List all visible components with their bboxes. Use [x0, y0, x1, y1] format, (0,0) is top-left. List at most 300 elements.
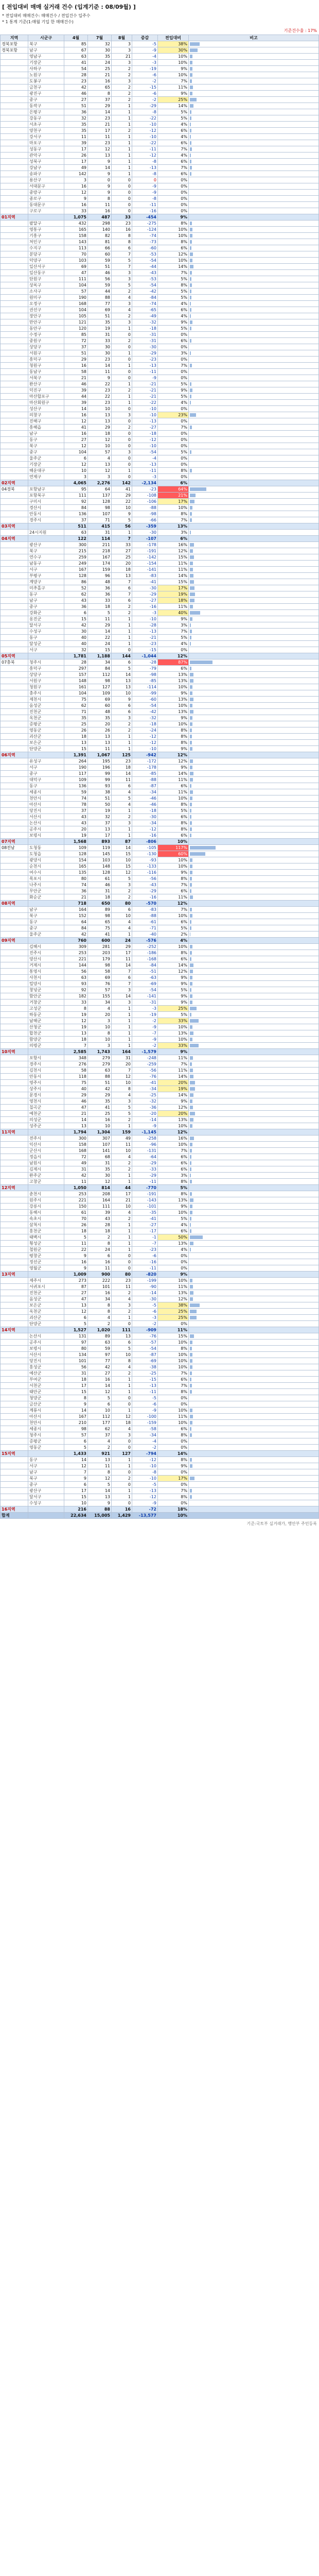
change-cell: -13: [132, 1488, 158, 1494]
table-row[interactable]: [1, 703, 319, 709]
table-row[interactable]: [1, 239, 319, 245]
table-row[interactable]: [1, 350, 319, 357]
change-cell: -54: [132, 258, 158, 264]
table-row[interactable]: [1, 987, 319, 993]
table-row[interactable]: [1, 344, 319, 350]
district-cell: 서구: [28, 765, 64, 771]
table-row[interactable]: [1, 814, 319, 820]
table-row[interactable]: [1, 950, 319, 956]
value-cell: 31: [88, 332, 112, 338]
table-row[interactable]: [1, 196, 319, 202]
value-cell: 27: [88, 1370, 112, 1377]
table-row[interactable]: [1, 140, 319, 146]
district-cell: 서원구: [28, 678, 64, 684]
table-row[interactable]: [1, 1253, 319, 1259]
table-row[interactable]: [1, 826, 319, 833]
value-cell: 190: [64, 765, 88, 771]
table-row[interactable]: [1, 517, 319, 523]
col-header[interactable]: 4월: [64, 35, 88, 41]
table-row[interactable]: [1, 1173, 319, 1179]
table-row[interactable]: [1, 1488, 319, 1494]
table-row[interactable]: [1, 975, 319, 981]
table-row[interactable]: [1, 931, 319, 938]
table-row[interactable]: [1, 1358, 319, 1364]
table-row[interactable]: [1, 363, 319, 369]
table-row[interactable]: [1, 474, 319, 480]
table-row[interactable]: [1, 78, 319, 84]
table-row[interactable]: [1, 332, 319, 338]
value-cell: 4: [112, 1092, 132, 1098]
value-cell: 203: [88, 950, 112, 956]
table-row[interactable]: [1, 177, 319, 183]
table-row[interactable]: [1, 1259, 319, 1265]
table-row[interactable]: [1, 375, 319, 381]
table-row[interactable]: [1, 561, 319, 567]
region-cell: [1, 1315, 28, 1321]
table-row[interactable]: [1, 833, 319, 839]
table-row[interactable]: [1, 437, 319, 443]
table-row[interactable]: [1, 1204, 319, 1210]
table-row[interactable]: [1, 1457, 319, 1463]
table-row[interactable]: [1, 783, 319, 789]
region-cell: [1, 1278, 28, 1284]
table-row[interactable]: [1, 542, 319, 548]
table-row[interactable]: [1, 1006, 319, 1012]
table-row[interactable]: [1, 1290, 319, 1296]
table-row[interactable]: [1, 1469, 319, 1476]
value-cell: 8: [88, 1309, 112, 1315]
table-row[interactable]: [1, 1346, 319, 1352]
table-row[interactable]: [1, 1241, 319, 1247]
table-row[interactable]: [1, 1426, 319, 1432]
table-row[interactable]: [1, 1117, 319, 1123]
table-row[interactable]: [1, 134, 319, 140]
table-row[interactable]: [1, 1160, 319, 1166]
table-row[interactable]: [1, 1296, 319, 1302]
table-row[interactable]: [1, 412, 319, 418]
table-row[interactable]: [1, 115, 319, 122]
table-header-row: [1, 35, 319, 41]
change-cell: -16: [132, 1259, 158, 1265]
table-row[interactable]: [1, 307, 319, 313]
table-row[interactable]: [1, 289, 319, 295]
rate-cell: 23%: [158, 412, 189, 418]
table-row[interactable]: [1, 1222, 319, 1228]
table-row[interactable]: [1, 1333, 319, 1340]
table-row[interactable]: [1, 159, 319, 165]
table-row[interactable]: [1, 1321, 319, 1327]
table-row[interactable]: [1, 666, 319, 672]
value-cell: 121: [64, 319, 88, 326]
table-row[interactable]: [1, 1370, 319, 1377]
table-row[interactable]: [1, 1395, 319, 1401]
table-row[interactable]: [1, 721, 319, 727]
rate-cell: 5%: [158, 1216, 189, 1222]
table-row[interactable]: [1, 1482, 319, 1488]
subtotal-value: 2,585: [64, 1049, 88, 1055]
table-row[interactable]: [1, 97, 319, 103]
table-row[interactable]: [1, 1086, 319, 1092]
table-row[interactable]: [1, 659, 319, 666]
table-row[interactable]: [1, 295, 319, 301]
table-row[interactable]: [1, 715, 319, 721]
table-row[interactable]: [1, 84, 319, 91]
table-row[interactable]: [1, 734, 319, 740]
table-row[interactable]: [1, 511, 319, 517]
district-cell: 북구: [28, 913, 64, 919]
table-row[interactable]: [1, 777, 319, 783]
table-row[interactable]: [1, 647, 319, 653]
value-cell: 1: [112, 152, 132, 159]
table-row[interactable]: [1, 1414, 319, 1420]
district-cell: 해운대구: [28, 468, 64, 474]
table-row[interactable]: [1, 1377, 319, 1383]
rate-bar: [190, 1001, 192, 1004]
rate-cell: 7%: [158, 78, 189, 84]
table-row[interactable]: [1, 54, 319, 60]
rate-bar-cell: [189, 950, 319, 956]
table-row[interactable]: [1, 1024, 319, 1030]
table-row[interactable]: [1, 208, 319, 214]
table-row[interactable]: [1, 622, 319, 629]
table-row[interactable]: [1, 851, 319, 857]
table-row[interactable]: [1, 1234, 319, 1241]
table-row[interactable]: [1, 1043, 319, 1049]
rate-bar-cell: [189, 60, 319, 66]
table-row[interactable]: [1, 400, 319, 406]
table-row[interactable]: [1, 820, 319, 826]
table-row[interactable]: [1, 264, 319, 270]
table-row[interactable]: [1, 357, 319, 363]
col-header[interactable]: 8월: [112, 35, 132, 41]
table-row[interactable]: [1, 60, 319, 66]
table-row[interactable]: [1, 1408, 319, 1414]
table-row[interactable]: [1, 313, 319, 319]
col-header[interactable]: 증감: [132, 35, 158, 41]
rate-bar: [190, 160, 191, 163]
table-row[interactable]: [1, 882, 319, 888]
rate-bar: [190, 1334, 194, 1338]
rate-bar-cell: [189, 789, 319, 795]
value-cell: 98: [88, 962, 112, 969]
table-row[interactable]: [1, 684, 319, 690]
value-cell: 0: [112, 1401, 132, 1408]
table-row[interactable]: [1, 301, 319, 307]
table-row[interactable]: [1, 956, 319, 962]
table-row[interactable]: [1, 1012, 319, 1018]
table-row[interactable]: [1, 641, 319, 647]
table-row[interactable]: [1, 1445, 319, 1451]
table-row[interactable]: [1, 319, 319, 326]
table-row[interactable]: [1, 122, 319, 128]
table-row[interactable]: [1, 993, 319, 999]
col-header[interactable]: 비고: [189, 35, 319, 41]
table-row[interactable]: [1, 282, 319, 289]
rate-bar-cell: [189, 962, 319, 969]
table-row[interactable]: [1, 1210, 319, 1216]
table-row[interactable]: [1, 381, 319, 387]
table-row[interactable]: [1, 1179, 319, 1185]
table-row[interactable]: [1, 1136, 319, 1142]
table-row[interactable]: [1, 1340, 319, 1346]
table-row[interactable]: [1, 146, 319, 152]
table-row[interactable]: [1, 245, 319, 251]
table-row[interactable]: [1, 1420, 319, 1426]
table-row[interactable]: [1, 1105, 319, 1111]
table-row[interactable]: [1, 1037, 319, 1043]
table-row[interactable]: [1, 338, 319, 344]
table-row[interactable]: [1, 610, 319, 616]
rate-bar: [190, 308, 191, 312]
table-row[interactable]: [1, 1216, 319, 1222]
district-cell: 강남구: [28, 165, 64, 171]
table-row[interactable]: [1, 276, 319, 282]
change-cell: -54: [132, 703, 158, 709]
table-row[interactable]: [1, 493, 319, 499]
table-row[interactable]: [1, 91, 319, 97]
table-row[interactable]: [1, 326, 319, 332]
table-row[interactable]: [1, 270, 319, 276]
value-cell: 109: [88, 690, 112, 697]
table-row[interactable]: [1, 876, 319, 882]
value-cell: 13: [112, 573, 132, 579]
table-row[interactable]: [1, 808, 319, 814]
value-cell: 1: [112, 734, 132, 740]
table-row[interactable]: [1, 969, 319, 975]
table-row[interactable]: [1, 499, 319, 505]
region-cell: [1, 1191, 28, 1197]
table-row[interactable]: [1, 1309, 319, 1315]
table-row[interactable]: [1, 369, 319, 375]
table-row[interactable]: [1, 585, 319, 591]
table-row[interactable]: [1, 1067, 319, 1074]
table-row[interactable]: [1, 486, 319, 493]
table-row[interactable]: [1, 944, 319, 950]
table-row[interactable]: [1, 165, 319, 171]
value-cell: 40: [64, 1086, 88, 1092]
table-row[interactable]: [1, 1364, 319, 1370]
table-row[interactable]: [1, 152, 319, 159]
table-row[interactable]: [1, 171, 319, 177]
table-row[interactable]: [1, 1018, 319, 1024]
district-cell: 서초구: [28, 122, 64, 128]
table-row[interactable]: [1, 1463, 319, 1469]
table-row[interactable]: [1, 1432, 319, 1438]
table-row[interactable]: [1, 795, 319, 802]
table-row[interactable]: [1, 789, 319, 795]
col-header[interactable]: 지역: [1, 35, 28, 41]
table-row[interactable]: [1, 709, 319, 715]
table-row[interactable]: [1, 443, 319, 449]
table-row[interactable]: [1, 907, 319, 913]
subtotal-value: 650: [88, 901, 112, 907]
table-row[interactable]: [1, 103, 319, 109]
table-row[interactable]: [1, 672, 319, 678]
table-row[interactable]: [1, 47, 319, 54]
table-row[interactable]: [1, 72, 319, 78]
table-row[interactable]: [1, 962, 319, 969]
table-row[interactable]: [1, 431, 319, 437]
region-cell: [1, 264, 28, 270]
table-row[interactable]: [1, 190, 319, 196]
table-row[interactable]: [1, 1302, 319, 1309]
table-row[interactable]: [1, 1438, 319, 1445]
table-row[interactable]: [1, 1352, 319, 1358]
table-row[interactable]: [1, 870, 319, 876]
rate-bar: [190, 1025, 192, 1029]
table-row[interactable]: [1, 894, 319, 901]
table-row[interactable]: [1, 227, 319, 233]
table-row[interactable]: [1, 573, 319, 579]
table-row[interactable]: [1, 888, 319, 894]
value-cell: 39: [64, 400, 88, 406]
table-row[interactable]: [1, 1197, 319, 1204]
rate-cell: 7%: [158, 425, 189, 431]
table-row[interactable]: [1, 449, 319, 455]
table-row[interactable]: [1, 579, 319, 585]
table-row[interactable]: [1, 591, 319, 598]
table-row[interactable]: [1, 740, 319, 746]
rate-cell: 10%: [158, 721, 189, 727]
table-row[interactable]: [1, 758, 319, 765]
table-row[interactable]: [1, 999, 319, 1006]
region-cell: [1, 270, 28, 276]
value-cell: 13: [88, 1494, 112, 1500]
table-row[interactable]: [1, 635, 319, 641]
table-row[interactable]: [1, 1166, 319, 1173]
table-row[interactable]: [1, 41, 319, 47]
table-row[interactable]: [1, 554, 319, 561]
value-cell: 7: [64, 1469, 88, 1476]
table-row[interactable]: [1, 1389, 319, 1395]
table-row[interactable]: [1, 505, 319, 511]
table-row[interactable]: [1, 727, 319, 734]
table-row[interactable]: [1, 1123, 319, 1129]
table-row[interactable]: [1, 1476, 319, 1482]
table-row[interactable]: [1, 863, 319, 870]
table-row[interactable]: [1, 771, 319, 777]
table-row[interactable]: [1, 913, 319, 919]
value-cell: 74: [64, 795, 88, 802]
region-cell: [1, 629, 28, 635]
table-row[interactable]: [1, 746, 319, 752]
table-row[interactable]: [1, 251, 319, 258]
table-row[interactable]: [1, 925, 319, 931]
table-row[interactable]: [1, 919, 319, 925]
table-row[interactable]: [1, 616, 319, 622]
table-row[interactable]: [1, 690, 319, 697]
table-row[interactable]: [1, 468, 319, 474]
table-row[interactable]: [1, 1315, 319, 1321]
table-row[interactable]: [1, 857, 319, 863]
district-cell: 유성구: [28, 758, 64, 765]
district-cell: 함양군: [28, 1037, 64, 1043]
rate-bar: [190, 339, 191, 343]
change-cell: -10: [132, 122, 158, 128]
table-row[interactable]: [1, 394, 319, 400]
table-row[interactable]: [1, 629, 319, 635]
table-row[interactable]: [1, 1284, 319, 1290]
rate-cell: 10%: [158, 1278, 189, 1284]
table-row[interactable]: [1, 548, 319, 554]
table-row[interactable]: [1, 1247, 319, 1253]
value-cell: 96: [88, 573, 112, 579]
col-header[interactable]: 시군구: [28, 35, 64, 41]
table-row[interactable]: [1, 1401, 319, 1408]
table-row[interactable]: [1, 258, 319, 264]
value-cell: 10: [112, 1148, 132, 1154]
table-row[interactable]: [1, 765, 319, 771]
table-row[interactable]: [1, 697, 319, 703]
table-row[interactable]: [1, 66, 319, 72]
table-row[interactable]: [1, 1191, 319, 1197]
table-row[interactable]: [1, 1228, 319, 1234]
table-row[interactable]: [1, 1154, 319, 1160]
value-cell: 39: [64, 140, 88, 146]
table-row[interactable]: [1, 1111, 319, 1117]
table-row[interactable]: [1, 233, 319, 239]
table-row[interactable]: [1, 1278, 319, 1284]
value-cell: 75: [64, 1080, 88, 1086]
col-header[interactable]: 7월: [88, 35, 112, 41]
rate-cell: 10%: [158, 258, 189, 264]
table-row[interactable]: [1, 1142, 319, 1148]
table-row[interactable]: [1, 1148, 319, 1154]
table-row[interactable]: [1, 1500, 319, 1506]
table-row[interactable]: [1, 1074, 319, 1080]
table-row[interactable]: [1, 1080, 319, 1086]
table-row[interactable]: [1, 406, 319, 412]
table-row[interactable]: [1, 981, 319, 987]
table-row[interactable]: [1, 418, 319, 425]
table-row[interactable]: [1, 221, 319, 227]
table-row[interactable]: [1, 530, 319, 536]
region-cell: [1, 808, 28, 814]
table-row[interactable]: [1, 455, 319, 462]
table-row[interactable]: [1, 183, 319, 190]
table-row[interactable]: [1, 1030, 319, 1037]
value-cell: 148: [64, 678, 88, 684]
table-row[interactable]: [1, 1494, 319, 1500]
table-row[interactable]: [1, 202, 319, 208]
district-cell: 영천시: [28, 1098, 64, 1105]
table-row[interactable]: [1, 1265, 319, 1272]
table-row[interactable]: [1, 425, 319, 431]
table-row[interactable]: [1, 462, 319, 468]
table-row[interactable]: [1, 1061, 319, 1067]
table-row[interactable]: [1, 845, 319, 851]
table-row[interactable]: [1, 678, 319, 684]
table-row[interactable]: [1, 387, 319, 394]
table-row[interactable]: [1, 567, 319, 573]
table-row[interactable]: [1, 1055, 319, 1061]
col-header[interactable]: 전입대비: [158, 35, 189, 41]
rate-bar: [190, 500, 194, 503]
region-cell: [1, 425, 28, 431]
table-row[interactable]: [1, 1098, 319, 1105]
rate-bar-cell: [189, 289, 319, 295]
table-row[interactable]: [1, 1383, 319, 1389]
table-row[interactable]: [1, 604, 319, 610]
table-row[interactable]: [1, 598, 319, 604]
region-cell: [1, 369, 28, 375]
table-row[interactable]: [1, 1092, 319, 1098]
table-row[interactable]: [1, 802, 319, 808]
rate-cell: 0%: [158, 357, 189, 363]
table-row[interactable]: [1, 109, 319, 115]
table-row[interactable]: [1, 128, 319, 134]
region-cell: [1, 1216, 28, 1222]
